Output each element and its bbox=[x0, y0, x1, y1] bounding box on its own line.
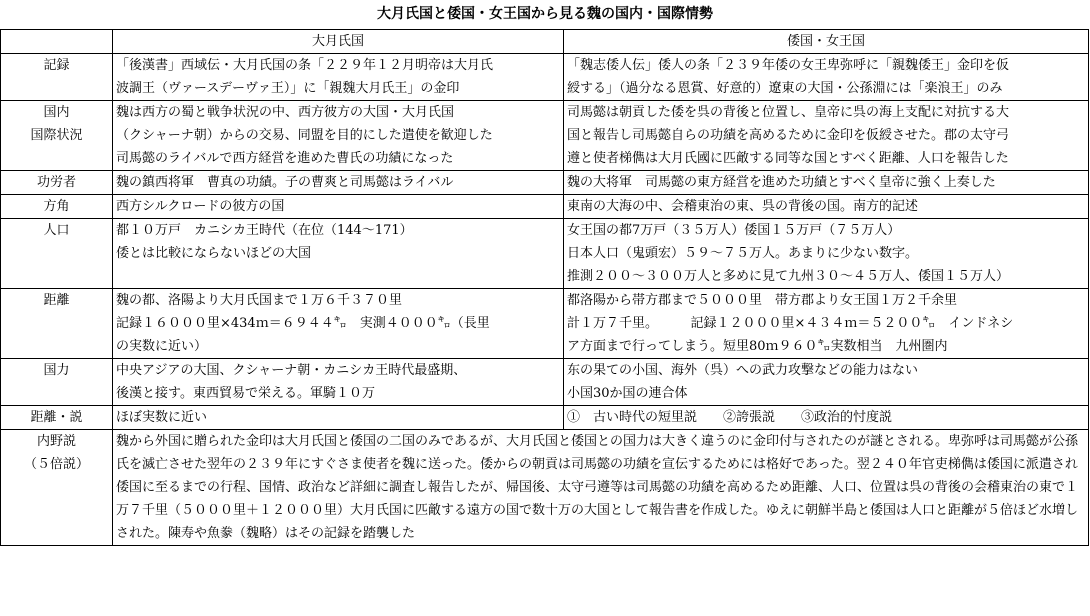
uchino-row bbox=[1, 430, 1089, 546]
text-line: 距離 bbox=[43, 293, 70, 308]
table-row bbox=[1, 171, 1089, 195]
text-line: 東南の大海の中、会稽東治の東、呉の背後の国。南方的記述 bbox=[567, 199, 919, 214]
text-line: 遵と使者梯儁は大月氏國に匹敵する同等な国とすべく距離、人口を報告した bbox=[567, 151, 1009, 166]
text-line: 推測２００～３００万人と多めに見て九州３０～４５万人、倭国１５万人） bbox=[567, 269, 1010, 284]
table-row bbox=[1, 289, 1089, 359]
text-line: 魏の大将軍 司馬懿の東方経営を進めた功績とすべく皇帝に強く上奏した bbox=[567, 175, 996, 190]
uchino-text: 魏から外国に贈られた金印は大月氏国と倭国の二国のみであるが、大月氏国と倭国との国力は大きく違うのに金印付与されたのが謎とされる。卑弥呼は司馬懿が公孫氏を滅亡させた翌年の２３９年にすぐさま使者を魏に送った。倭からの朝貢は司馬懿の功績を宣伝するためには格好であった。翌２４０年官吏梯儁は倭国に派遣され倭国に至るまでの行程、国情、政治など詳細に調査し報告したが、帰国後、太守弓遵等は司馬懿の功績を高めるため距離、人口、位置は呉の背後の会稽東治の東で１万７千里（５０００里＋１２０００里）大月氏国に匹敵する遠方の国で数十万の大国として報告書を作成した。ゆえに朝鮮半島と倭国は人口と距離が５倍ほど水増しされた。陳寿や魚豢（魏略）はその記録を踏襲した bbox=[116, 434, 1079, 541]
table-row bbox=[1, 219, 1089, 289]
daigesshi-cell bbox=[113, 195, 564, 219]
text-line: ① 古い時代の短里説 ②誇張説 ③政治的忖度説 bbox=[567, 410, 893, 425]
text-line: 倭とは比較にならないほどの大国 bbox=[116, 246, 312, 261]
text-line: 計１万７千里。 記録１２０００里×４３４ｍ＝５２００㌔ インドネシ bbox=[567, 316, 1014, 331]
text-line: 司馬懿は朝貢した倭を呉の背後と位置し、皇帝に呉の海上支配に対抗する大 bbox=[567, 105, 1010, 120]
text-line: 日本人口（鬼頭宏）５９～７５万人。あまりに少ない数字。 bbox=[567, 246, 919, 261]
text-line: （５倍説） bbox=[23, 457, 89, 472]
text-line: 东の果ての小国、海外（呉）への武力攻撃などの能力はない bbox=[567, 363, 919, 378]
wakoku-cell bbox=[564, 289, 1089, 359]
daigesshi-cell bbox=[113, 406, 564, 430]
text-line: の実数に近い） bbox=[116, 339, 208, 354]
text-line: 綬する」（過分なる恩賞、好意的）遼東の大国・公孫淵には「楽浪王」のみ bbox=[567, 81, 1003, 96]
daigesshi-cell bbox=[113, 219, 564, 289]
text-line: 距離・説 bbox=[30, 410, 83, 425]
text-line: ア方面まで行ってしまう。短里80ｍ９６０㌔実数相当 九州圏内 bbox=[567, 339, 948, 354]
text-line: 魏は西方の蜀と戦争状況の中、西方彼方の大国・大月氏国 bbox=[116, 105, 455, 120]
header-blank-cell bbox=[1, 30, 113, 54]
wakoku-cell bbox=[564, 54, 1089, 101]
daigesshi-cell bbox=[113, 359, 564, 406]
header-daigesshi: 大月氏国 bbox=[113, 30, 564, 54]
daigesshi-cell bbox=[113, 289, 564, 359]
daigesshi-cell bbox=[113, 54, 564, 101]
uchino-text-cell bbox=[113, 430, 1089, 546]
table-row bbox=[1, 101, 1089, 171]
text-line: 女王国の都7万戸（３５万人）倭国１５万戸（７５万人） bbox=[567, 223, 901, 238]
wakoku-cell bbox=[564, 359, 1089, 406]
text-line: 「魏志倭人伝」倭人の条「２３９年倭の女王卑弥呼に「親魏倭王」金印を仮 bbox=[567, 58, 1010, 73]
text-line: 方角 bbox=[43, 199, 70, 214]
daigesshi-cell bbox=[113, 171, 564, 195]
daigesshi-cell bbox=[113, 101, 564, 171]
table-row bbox=[1, 195, 1089, 219]
wakoku-cell bbox=[564, 195, 1089, 219]
table-row bbox=[1, 406, 1089, 430]
uchino-label bbox=[1, 430, 113, 546]
header-row bbox=[1, 30, 1089, 54]
text-line: 司馬懿のライバルで西方経営を進めた曹氏の功績になった bbox=[116, 151, 454, 166]
wakoku-cell bbox=[564, 101, 1089, 171]
row-label bbox=[1, 195, 113, 219]
comparison-table bbox=[0, 29, 1089, 546]
header-wakoku: 倭国・女王国 bbox=[564, 30, 1089, 54]
row-label bbox=[1, 101, 113, 171]
text-line: 波調王（ヴァースデーヴァ王）」に「親魏大月氏王」の金印 bbox=[116, 81, 460, 96]
table-row bbox=[1, 54, 1089, 101]
row-label bbox=[1, 289, 113, 359]
text-line: 人口 bbox=[43, 223, 70, 238]
text-line: 後漢と接す。東西貿易で栄える。軍騎１０万 bbox=[116, 386, 375, 401]
text-line: 国内 bbox=[43, 105, 70, 120]
text-line: 国と報告し司馬懿自らの功績を高めるために金印を仮綬させた。郡の太守弓 bbox=[567, 128, 1010, 143]
row-label bbox=[1, 171, 113, 195]
text-line: 国力 bbox=[43, 363, 70, 378]
row-label bbox=[1, 219, 113, 289]
text-line: 小国30か国の連合体 bbox=[567, 386, 688, 401]
text-line: 都洛陽から帯方郡まで５０００里 帯方郡より女王国１万２千余里 bbox=[567, 293, 958, 308]
row-label bbox=[1, 406, 113, 430]
text-line: ほぼ実数に近い bbox=[116, 410, 208, 425]
row-label bbox=[1, 54, 113, 101]
text-line: 「後漢書」西域伝・大月氏国の条「２２９年１２月明帝は大月氏 bbox=[116, 58, 494, 73]
text-line: 都１０万戸 カニシカ王時代（在位（144～171） bbox=[116, 223, 413, 238]
text-line: 魏の都、洛陽より大月氏国まで１万６千３７０里 bbox=[116, 293, 403, 308]
wakoku-cell bbox=[564, 171, 1089, 195]
text-line: （クシャーナ朝）からの交易、同盟を目的にした遣使を歓迎した bbox=[116, 128, 493, 143]
wakoku-cell bbox=[564, 406, 1089, 430]
wakoku-cell bbox=[564, 219, 1089, 289]
text-line: 記録 bbox=[43, 58, 70, 73]
text-line: 記録１６０００里×434ｍ＝６９４４㌔ 実測４０００㌔（長里 bbox=[116, 316, 490, 331]
text-line: 国際状況 bbox=[30, 128, 83, 143]
text-line: 内野説 bbox=[36, 434, 76, 449]
text-line: 西方シルクロードの彼方の国 bbox=[116, 199, 285, 214]
document-title: 大月氏国と倭国・女王国から見る魏の国内・国際情勢 bbox=[377, 6, 713, 22]
text-line: 魏の鎮西将軍 曹真の功績。子の曹爽と司馬懿はライバル bbox=[116, 175, 454, 190]
table-row bbox=[1, 359, 1089, 406]
text-line: 中央アジアの大国、クシャーナ朝・カニシカ王時代最盛期、 bbox=[116, 363, 467, 378]
row-label bbox=[1, 359, 113, 406]
text-line: 功労者 bbox=[36, 175, 76, 190]
